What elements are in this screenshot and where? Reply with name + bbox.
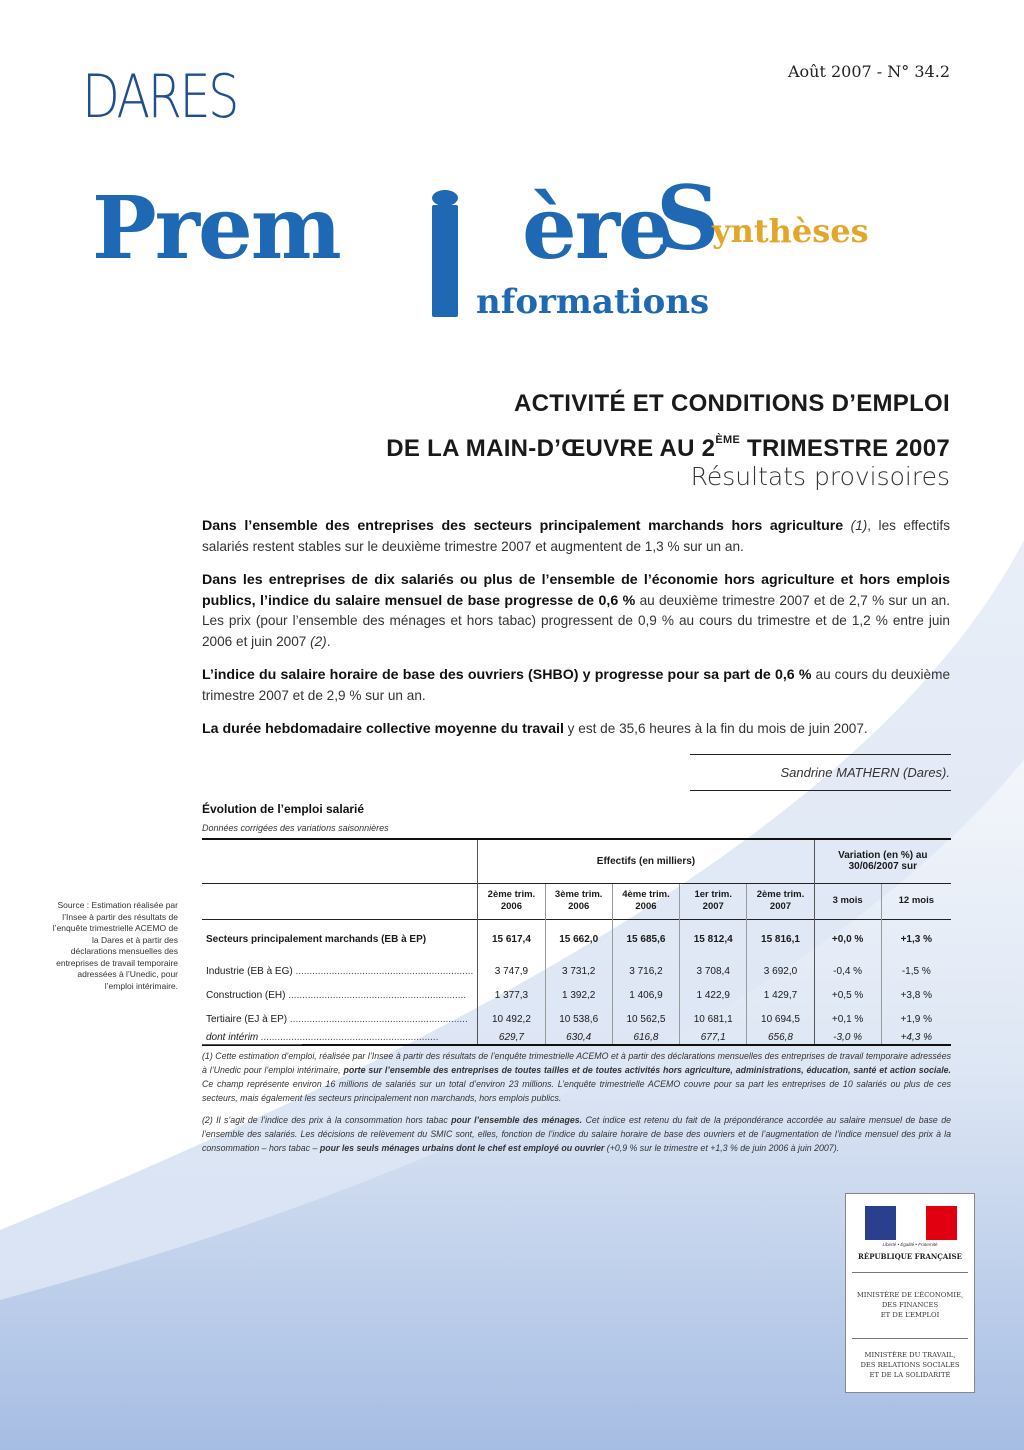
employment-table bbox=[202, 838, 951, 1046]
masthead-i-dot bbox=[432, 190, 458, 206]
cell: 1 422,9 bbox=[680, 983, 747, 1007]
page-title bbox=[386, 385, 950, 467]
cell: +3,8 % bbox=[881, 983, 951, 1007]
header-effectifs: Effectifs (en milliers) bbox=[478, 839, 814, 883]
cell: +4,3 % bbox=[881, 1031, 951, 1045]
row-label: Tertiaire (EJ à EP) ..... bbox=[202, 1007, 478, 1031]
cell: +0,5 % bbox=[814, 983, 881, 1007]
source-note: Source : Estimation réalisée par l’Insee à partir des résultats de l’enquête trimestrielle ACEMO de la Dares et à partir des déclarations mensuelles des entreprises de travail temporaire adressées à l’Unedic, pour l’emploi intérimaire. bbox=[52, 900, 178, 991]
cell: 10 492,2 bbox=[478, 1007, 545, 1031]
signature: Sandrine MATHERN (Dares). bbox=[780, 765, 950, 780]
column-header: 4ème trim. 2006 bbox=[612, 883, 679, 919]
title-line2: DE LA MAIN-D’ŒUVRE AU 2ÈME TRIMESTRE 2007 bbox=[386, 434, 950, 462]
cell: 10 694,5 bbox=[747, 1007, 814, 1031]
row-label: Industrie (EB à EG) ..... bbox=[202, 959, 478, 983]
footnote-1: (1) Cette estimation d’emploi, réalisée par l’Insee à partir des résultats de l’enquête trimestrielle ACEMO et à partir des déclarations mensuelles des entreprises de travail temporaire adressées à l’Unedic pour l’emploi intérimaire, porte sur l’ensemble des entreprises de toutes tailles et de toutes activités hors agriculture, administrations, éducation, santé et action sociale. Ce champ représente environ 16 millions de salariés sur un total d’environ 23 millions. L’enquête trimestrielle ACEMO couvre pour sa part les entreprises de 10 salariés ou plus de ces secteurs, mais également les secteurs principalement non marchands, hors emplois publics. bbox=[202, 1051, 951, 1103]
cell: 10 562,5 bbox=[612, 1007, 679, 1031]
masthead-syntheses: ynthèses bbox=[712, 212, 869, 250]
cell: 656,8 bbox=[747, 1031, 814, 1045]
republic-name: RÉPUBLIQUE FRANÇAISE bbox=[858, 1252, 962, 1261]
cell: +1,9 % bbox=[881, 1007, 951, 1031]
row-label: Construction (EH) ..... bbox=[202, 983, 478, 1007]
masthead-informations: nformations bbox=[476, 282, 710, 322]
signature-rule-top bbox=[690, 754, 951, 755]
cell: 677,1 bbox=[680, 1031, 747, 1045]
footnote-2: (2) Il s’agit de l’indice des prix à la consommation hors tabac pour l’ensemble des ménages. Cet indice est retenu du fait de la prépondérance accordée au salaire mensuel de base de l’ensemble des salariés. Les décisions de relèvement du SMIC sont, elles, fonction de l’indice du salaire horaire de base des ouvriers et de l’augmentation de l’indice mensuel des prix à la consommation – hors tabac – pour les seuls ménages urbains dont le chef est employé ou ouvrier (+0,9 % sur le trimestre et +1,3 % de juin 2006 à juin 2007). bbox=[202, 1115, 951, 1153]
cell: -1,5 % bbox=[881, 959, 951, 983]
column-header: 3ème trim. 2006 bbox=[545, 883, 612, 919]
cell: 1 429,7 bbox=[747, 983, 814, 1007]
masthead-premi: Prem bbox=[92, 178, 340, 279]
masthead-i-stem bbox=[432, 205, 458, 317]
page-subtitle: Résultats provisoires bbox=[690, 462, 950, 491]
cell: 15 685,6 bbox=[612, 919, 679, 959]
cell: 15 816,1 bbox=[747, 919, 814, 959]
cell: 3 731,2 bbox=[545, 959, 612, 983]
republic-motto: Liberté • Égalité • Fraternité bbox=[882, 1242, 938, 1247]
divider bbox=[852, 1272, 968, 1273]
signature-rule-bottom bbox=[690, 790, 951, 791]
cell: 10 681,1 bbox=[680, 1007, 747, 1031]
ministry-economy: MINISTÈRE DE L’ÉCONOMIE, DES FINANCES ET DE L’EMPLOI bbox=[856, 1291, 964, 1319]
masthead-ere: ère bbox=[522, 178, 671, 279]
summary-p2: Dans les entreprises de dix salariés ou plus de l’ensemble de l’économie hors agriculture et hors emplois publics, l’indice du salaire mensuel de base progresse de 0,6 % au deuxième trimestre 2007 et de 2,7 % sur un an. Les prix (pour l’ensemble des ménages et hors tabac) progressent de 0,9 % au cours du trimestre et de 1,2 % entre juin 2006 et juin 2007 (2). bbox=[202, 572, 951, 649]
summary-p3: L’indice du salaire horaire de base des ouvriers (SHBO) y progresse pour sa part de 0,6 % au cours du deuxième trimestre 2007 et de 2,9 % sur un an. bbox=[202, 667, 950, 703]
cell: 1 377,3 bbox=[478, 983, 545, 1007]
table-subtitle: Données corrigées des variations saisonnières bbox=[202, 823, 389, 833]
column-header: 12 mois bbox=[881, 883, 951, 919]
table-corner bbox=[202, 839, 478, 883]
government-logo-box bbox=[845, 1193, 975, 1393]
cell: 15 617,4 bbox=[478, 919, 545, 959]
cell: 3 692,0 bbox=[747, 959, 814, 983]
table-row bbox=[202, 1007, 951, 1031]
divider bbox=[852, 1338, 968, 1339]
dares-logo: DARES bbox=[82, 62, 237, 132]
footnote-rule bbox=[202, 1044, 302, 1045]
cell: 630,4 bbox=[545, 1031, 612, 1045]
cell: 3 747,9 bbox=[478, 959, 545, 983]
cell: -3,0 % bbox=[814, 1031, 881, 1045]
cell: +0,1 % bbox=[814, 1007, 881, 1031]
cell: -0,4 % bbox=[814, 959, 881, 983]
masthead-s: S bbox=[656, 166, 720, 270]
cell: +1,3 % bbox=[881, 919, 951, 959]
column-header: 1er trim. 2007 bbox=[680, 883, 747, 919]
cell: 15 662,0 bbox=[545, 919, 612, 959]
cell: +0,0 % bbox=[814, 919, 881, 959]
ministry-labour: MINISTÈRE DU TRAVAIL, DES RELATIONS SOCIALES ET DE LA SOLIDARITÉ bbox=[860, 1351, 960, 1379]
marianne-flag-icon bbox=[865, 1206, 957, 1240]
column-header: 2ème trim. 2006 bbox=[478, 883, 545, 919]
cell: 1 392,2 bbox=[545, 983, 612, 1007]
cell: 629,7 bbox=[478, 1031, 545, 1045]
cell: 616,8 bbox=[612, 1031, 679, 1045]
summary bbox=[202, 516, 950, 753]
row-label: dont intérim ..... bbox=[202, 1031, 478, 1045]
header-variation: Variation (en %) au 30/06/2007 sur bbox=[814, 839, 951, 883]
cell: 3 708,4 bbox=[680, 959, 747, 983]
table-title: Évolution de l’emploi salarié bbox=[202, 802, 365, 816]
summary-p1: Dans l’ensemble des entreprises des secteurs principalement marchands hors agriculture (1), les effectifs salariés restent stables sur le deuxième trimestre 2007 et augmentent de 1,3 % sur un an. bbox=[202, 518, 950, 554]
issue-number: Août 2007 - N° 34.2 bbox=[787, 62, 950, 81]
cell: 10 538,6 bbox=[545, 1007, 612, 1031]
title-line1: ACTIVITÉ ET CONDITIONS D’EMPLOI bbox=[514, 390, 950, 417]
column-header: 2ème trim. 2007 bbox=[747, 883, 814, 919]
summary-p4: La durée hebdomadaire collective moyenne du travail y est de 35,6 heures à la fin du mois de juin 2007. bbox=[202, 721, 868, 737]
column-header: 3 mois bbox=[814, 883, 881, 919]
cell: 3 716,2 bbox=[612, 959, 679, 983]
cell: 1 406,9 bbox=[612, 983, 679, 1007]
table-row bbox=[202, 919, 951, 959]
table-corner-2 bbox=[202, 883, 478, 919]
table-row bbox=[202, 983, 951, 1007]
table-row bbox=[202, 1031, 951, 1045]
cell: 15 812,4 bbox=[680, 919, 747, 959]
row-label: Secteurs principalement marchands (EB à EP) bbox=[202, 919, 478, 959]
table-row bbox=[202, 959, 951, 983]
footnotes bbox=[202, 1049, 951, 1163]
